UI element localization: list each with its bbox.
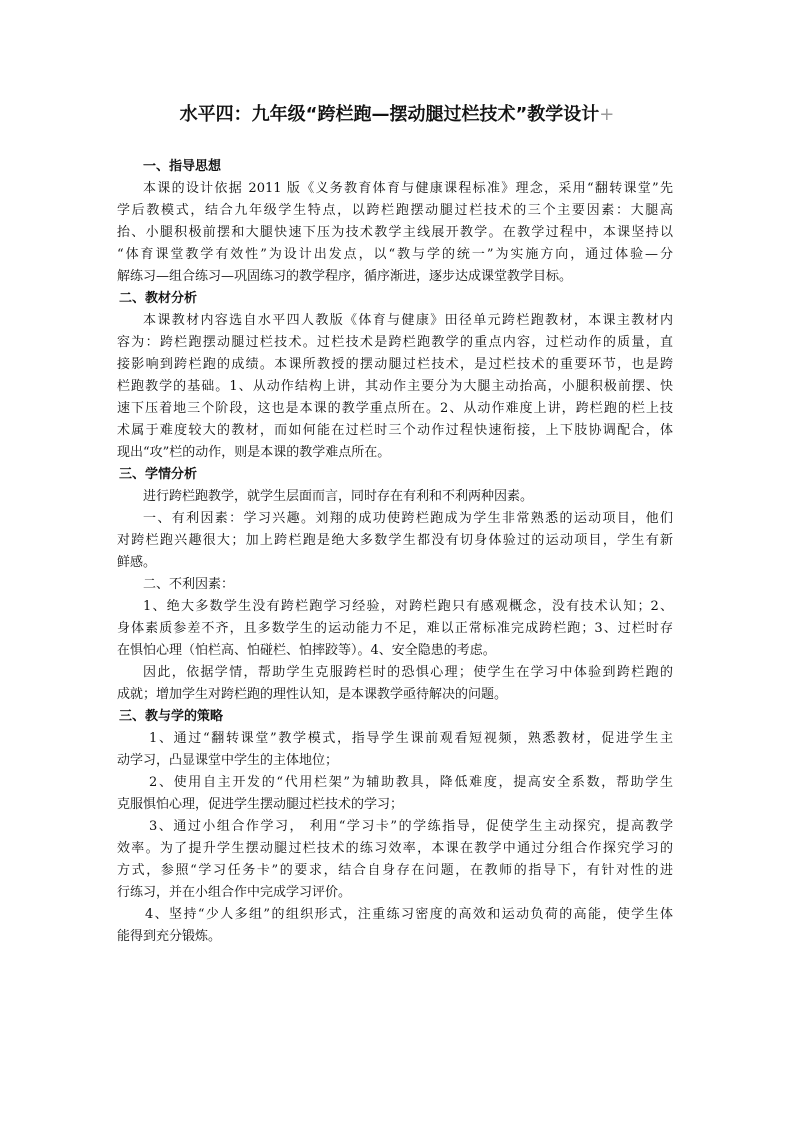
paragraph-line: “体育课堂教学有效性”为设计出发点，以“教与学的统一”为实施方向，通过体验—分 xyxy=(117,247,673,262)
paragraph-line: 鲜感。 xyxy=(117,555,157,570)
section-heading: 三、学情分析 xyxy=(119,467,198,482)
paragraph-line: 学后教模式，结合九年级学生特点，以跨栏跑摆动腿过栏技术的三个主要因素：大腿高 xyxy=(117,203,673,218)
paragraph-line: 方式，参照“学习任务卡”的要求，结合自身存在问题，在教师的指导下，有针对性的进 xyxy=(117,863,673,878)
paragraph-line: 解练习—组合练习—巩固练习的教学程序，循序渐进，逐步达成课堂教学目标。 xyxy=(117,269,573,284)
paragraph-line: 在惧怕心理（怕栏高、怕碰栏、怕摔跤等）。4、安全隐患的考虑。 xyxy=(117,643,496,658)
paragraph-line: 动学习，凸显课堂中学生的主体地位； xyxy=(117,753,339,768)
paragraph-line: 因此，依据学情，帮助学生克服跨栏时的恐惧心理；使学生在学习中体验到跨栏跑的 xyxy=(143,665,673,680)
paragraph-line: 本课的设计依据 2011 版《义务教育体育与健康课程标准》理念，采用“翻转课堂”先 xyxy=(143,181,673,196)
paragraph-line: 现出“攻”栏的动作，则是本课的教学难点所在。 xyxy=(117,445,391,460)
paragraph-line: 接影响到跨栏跑的成绩。本课所教授的摆动腿过栏技术，是过栏技术的重要环节，也是跨 xyxy=(117,357,673,372)
paragraph-line: 进行跨栏跑教学，就学生层面而言，同时存在有利和不利两种因素。 xyxy=(143,489,534,504)
paragraph-line: 对跨栏跑兴趣很大；加上跨栏跑是绝大多数学生都没有切身体验过的运动项目，学生有新 xyxy=(117,533,673,548)
paragraph-line: 抬、小腿积极前摆和大腿快速下压为技术教学主线展开教学。在教学过程中，本课坚持以 xyxy=(117,225,673,240)
paragraph-line: 1、绝大多数学生没有跨栏跑学习经验，对跨栏跑只有感观概念，没有技术认知；2、 xyxy=(143,599,673,614)
paragraph-line: 速下压着地三个阶段，这也是本课的教学重点所在。2、从动作难度上讲，跨栏跑的栏上技 xyxy=(117,401,673,416)
paragraph-line: 栏跑教学的基础。1、从动作结构上讲，其动作主要分为大腿主动抬高，小腿积极前摆、快 xyxy=(117,379,673,394)
section-heading: 三、教与学的策略 xyxy=(119,709,224,724)
paragraph-line: 克服惧怕心理，促进学生摆动腿过栏技术的学习； xyxy=(117,797,404,812)
section-heading: 一、指导思想 xyxy=(143,159,222,174)
paragraph-line: 二、不利因素： xyxy=(143,577,235,592)
document-title xyxy=(0,101,794,129)
title-text: 水平四：九年级“跨栏跑—摆动腿过栏技术”教学设计 xyxy=(179,104,600,125)
section-heading: 二、教材分析 xyxy=(119,291,198,306)
paragraph-line: 容为：跨栏跑摆动腿过栏技术。过栏技术是跨栏跑教学的重点内容，过栏动作的质量，直 xyxy=(117,335,673,350)
paragraph-line: 身体素质参差不齐，且多数学生的运动能力不足，难以正常标准完成跨栏跑；3、过栏时存 xyxy=(117,621,673,636)
paragraph-line: 3、通过小组合作学习， 利用“学习卡”的学练指导，促使学生主动探究，提高教学 xyxy=(149,819,673,834)
paragraph-line: 一、有利因素：学习兴趣。刘翔的成功使跨栏跑成为学生非常熟悉的运动项目，他们 xyxy=(143,511,673,526)
paragraph-line: 2、使用自主开发的“代用栏架”为辅助教具，降低难度，提高安全系数，帮助学生 xyxy=(149,775,673,790)
title-mark: + xyxy=(599,104,615,125)
paragraph-line: 行练习，并在小组合作中完成学习评价。 xyxy=(117,885,352,900)
paragraph-line: 效率。为了提升学生摆动腿过栏技术的练习效率，本课在教学中通过分组合作探究学习的 xyxy=(117,841,673,856)
document-body xyxy=(117,156,673,948)
paragraph-line: 1、通过“翻转课堂”教学模式，指导学生课前观看短视频，熟悉教材，促进学生主 xyxy=(149,731,673,746)
paragraph-line: 成就；增加学生对跨栏跑的理性认知，是本课教学亟待解决的问题。 xyxy=(117,687,508,702)
paragraph-line: 能得到充分锻炼。 xyxy=(117,929,222,944)
paragraph-line: 本课教材内容选自水平四人教版《体育与健康》田径单元跨栏跑教材，本课主教材内 xyxy=(143,313,673,328)
paragraph-line: 4、坚持“少人多组”的组织形式，注重练习密度的高效和运动负荷的高能，使学生体 xyxy=(145,907,673,922)
paragraph-line: 术属于难度较大的教材，而如何能在过栏时三个动作过程快速衔接，上下肢协调配合，体 xyxy=(117,423,673,438)
